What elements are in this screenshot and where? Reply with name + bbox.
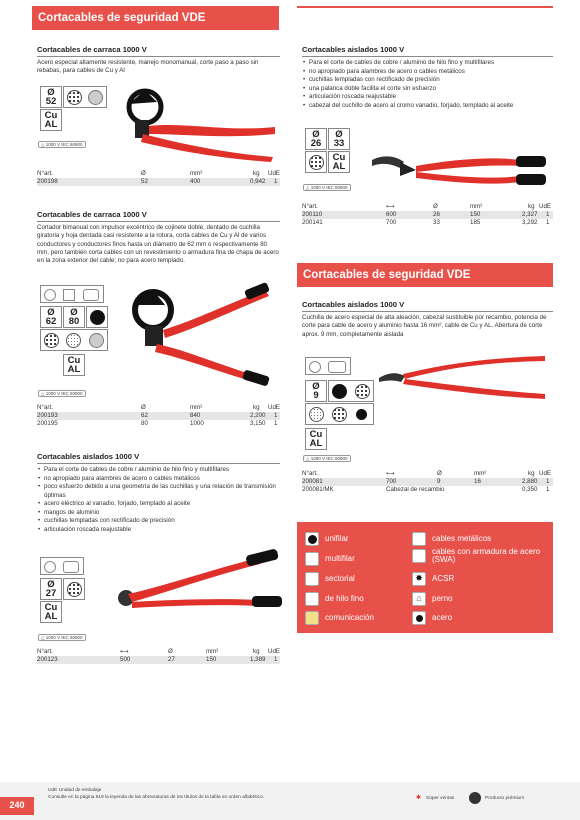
legend-item: unifilar — [305, 532, 415, 546]
table-header: N°art. ⟷ Ø mm² kg UdE — [302, 203, 552, 210]
list-item: • Para el corte de cables de cobre / aluminio de hilo fino y multifilares — [302, 59, 553, 68]
legend-item: ✸ ACSR — [412, 572, 548, 586]
multifilar-icon — [309, 155, 324, 170]
unifilar-icon — [305, 532, 319, 546]
ratchet-cutter-image — [115, 280, 280, 390]
cable-type-icons — [63, 578, 85, 600]
section-banner-right — [297, 263, 553, 287]
vde-badge: △ 1000 V IEC 60900 — [303, 455, 351, 462]
table-row: 200193 62 840 2,200 1 — [37, 412, 280, 420]
table-header: N°art. Ø mm² kg UdE — [37, 170, 281, 177]
product-table — [37, 404, 280, 432]
banner-title: Cortacables de seguridad VDE — [303, 268, 471, 281]
acsr-icon: ✸ — [412, 572, 426, 586]
insulated-cutter-image — [370, 140, 550, 200]
top-rule — [297, 6, 553, 8]
legend-item: ⌂ perno — [412, 592, 548, 606]
legend-item: multifilar — [305, 552, 415, 566]
list-item: • articulación roscada reajustable — [37, 526, 280, 535]
diameter-icon: Ø 33 — [328, 128, 350, 150]
product-description: Acero especial altamente resistente, manejo monomanual, corte paso a paso sin rebabas, para cables de Cu y Al — [37, 59, 259, 75]
armoured-cable-icon — [412, 549, 426, 563]
cu-al-icon: Cu AL — [328, 151, 350, 173]
cable-type-icons — [40, 329, 108, 351]
page-number: 240 — [0, 797, 34, 815]
list-item: • Para el corte de cables de cobre / aluminio de hilo fino y multifilares — [37, 466, 280, 475]
sectorial-icon — [305, 572, 319, 586]
premium-icon — [469, 792, 481, 804]
feature-icons — [40, 285, 104, 303]
insulated-cutter-image — [110, 548, 282, 618]
diameter-icon: Ø 27 — [40, 578, 62, 600]
communication-icon — [305, 611, 319, 625]
steel-icon — [356, 409, 367, 420]
list-item: • cuchillas templadas con rectificado de precisión — [37, 517, 280, 526]
diameter-icon: Ø 52 — [40, 86, 62, 108]
legend-item: sectorial — [305, 572, 415, 586]
cable-icon — [83, 289, 99, 301]
hand-icon — [309, 361, 321, 373]
table-row: 200081 700 9 16 2,880 1 — [302, 478, 553, 486]
list-item: • acero eléctrico al vanadio, forjado, templado al aceite — [37, 500, 280, 509]
product-table — [302, 203, 553, 231]
steel-icon — [412, 611, 426, 625]
section-banner-left — [32, 6, 279, 30]
product-title: Cortacables aislados 1000 V — [37, 452, 280, 464]
bolt-icon: ⌂ — [412, 592, 426, 606]
cu-al-icon: Cu AL — [305, 428, 327, 450]
cu-al-icon: Cu AL — [40, 109, 62, 131]
list-item: • poco esfuerzo debido a una geometría de las cuchillas y una relación de transmisión óptimas — [37, 483, 280, 500]
table-header: N°art. ⟷ Ø mm² kg UdE — [302, 470, 552, 477]
super-sales-icon: ✱ — [416, 795, 422, 801]
page-footer — [0, 782, 580, 820]
fine-wire-icon — [305, 592, 319, 606]
cable-type-icons — [328, 380, 374, 402]
product-table — [37, 648, 280, 668]
cable-icon — [63, 561, 79, 573]
diameter-icon: Ø 80 — [63, 306, 85, 328]
legend-item: de hilo fino — [305, 592, 415, 606]
list-item: • mangos de aluminio — [37, 509, 280, 518]
list-item: • no apropiado para alambres de acero o cables metálicos — [37, 475, 280, 484]
hand-icon — [44, 289, 56, 301]
vde-badge: △ 1000 V IEC 60900 — [38, 141, 86, 148]
legend-item: comunicación — [305, 611, 415, 625]
table-header: N°art. Ø mm² kg UdE — [37, 404, 281, 411]
banner-title: Cortacables de seguridad VDE — [38, 11, 206, 24]
list-item: • cabezal del cuchillo de acero al cromo vanadio, forjado, templado al aceite — [302, 102, 553, 111]
vde-badge: △ 1000 V IEC 60900 — [303, 184, 351, 191]
product-table — [302, 470, 553, 498]
list-item: • una palanca doble facilita el corte sin esfuerzo — [302, 85, 553, 94]
legend-item: cables con armadura de acero (SWA) — [412, 548, 548, 565]
cu-al-icon: Cu AL — [40, 601, 62, 623]
unifilar-icon — [332, 384, 347, 399]
product-title: Cortacables de carraca 1000 V — [37, 210, 280, 222]
unifilar-icon — [90, 310, 105, 325]
cable-icon — [328, 361, 346, 373]
cable-type-legend — [297, 522, 553, 633]
product-description: Cortador bimanual con impulsor excéntrico de cojinete doble, dentado de cuchilla giratoria y hoja dentada casi resistente a la rotura, corta cables de Cu y Al de varios conductores y conductores finos hasta un diámetro de 62 mm o respectivamente 80 mm, pero también corta cables con un revestimiento o armadura fina de chapa de acero en la zona exterior del cable; no para acero templado. — [37, 224, 279, 265]
vde-badge: △ 1000 V IEC 60900 — [38, 634, 86, 641]
cu-al-icon: Cu AL — [63, 354, 85, 376]
cable-type-icons-2 — [305, 403, 374, 425]
vde-badge: △ 1000 V IEC 60900 — [38, 390, 86, 397]
diameter-icon: Ø 62 — [40, 306, 62, 328]
diameter-icon: Ø 9 — [305, 380, 327, 402]
list-item: • cuchillas templadas con rectificado de precisión — [302, 76, 553, 85]
product-title: Cortacables de carraca 1000 V — [37, 45, 280, 57]
multifilar-icon — [305, 552, 319, 566]
feature-icons — [305, 357, 351, 375]
product-description: Cuchilla de acero especial de alta aleación, cabezal sustituible por recambio, potencia de corte para cable de acero y aluminio hasta 16 mm², cable de Cu y AL. Abertura de corte aprox. 9 mm, completamente aislada — [302, 314, 547, 338]
insulated-cutter-image — [375, 352, 555, 402]
legend-item: acero — [412, 611, 548, 625]
strength-icon — [63, 289, 75, 301]
multifilar-icon — [66, 333, 81, 348]
ratchet-cutter-image — [115, 82, 280, 162]
multifilar-icon — [67, 582, 82, 597]
fine-wire-icon — [88, 90, 103, 105]
table-row: 200110 600 26 150 2,327 1 — [302, 211, 553, 219]
list-item: • no apropiado para alambres de acero o cables metálicos — [302, 68, 553, 77]
metal-cable-icon — [332, 407, 347, 422]
table-row: 200198 52 400 0,942 1 — [37, 178, 280, 186]
solid-icon-box — [86, 306, 108, 328]
product-title: Cortacables aislados 1000 V — [302, 300, 553, 312]
feature-list — [302, 59, 553, 110]
product-title: Cortacables aislados 1000 V — [302, 45, 553, 57]
table-row: 200141 700 33 185 3,292 1 — [302, 219, 550, 226]
legend-item: cables metálicos — [412, 532, 548, 546]
sectorial-icon — [44, 333, 59, 348]
table-header: N°art. ⟷ Ø mm² kg UdE — [37, 648, 281, 655]
diameter-icon: Ø 26 — [305, 128, 327, 150]
hand-icon — [44, 561, 56, 573]
fine-wire-icon — [89, 333, 104, 348]
list-item: • articulación roscada reajustable — [302, 93, 553, 102]
metal-cable-icon — [412, 532, 426, 546]
feature-icons — [40, 557, 84, 575]
cable-type-icons — [305, 151, 327, 173]
table-row: 200123 500 27 150 1,389 1 — [37, 656, 280, 664]
multifilar-icon — [67, 90, 82, 105]
table-row: 200195 80 1000 3,150 1 — [37, 420, 278, 427]
product-table — [37, 170, 280, 190]
footer-note: UdE Unidad de embalaje — [48, 788, 102, 793]
footer-note: Consulte en la página 618 la leyenda de las abreviaturas de los títulos de la tabla en orden alfabético. — [48, 795, 265, 800]
premium-label: Producto prémium — [485, 796, 525, 801]
sectorial-icon — [309, 407, 324, 422]
cable-type-icons — [63, 86, 107, 108]
super-sales-label: Súper ventas — [426, 796, 455, 801]
feature-list — [37, 466, 280, 534]
multifilar-icon — [355, 384, 370, 399]
table-row: 200081/MK Cabezal de recambio 0,350 1 — [302, 486, 550, 493]
